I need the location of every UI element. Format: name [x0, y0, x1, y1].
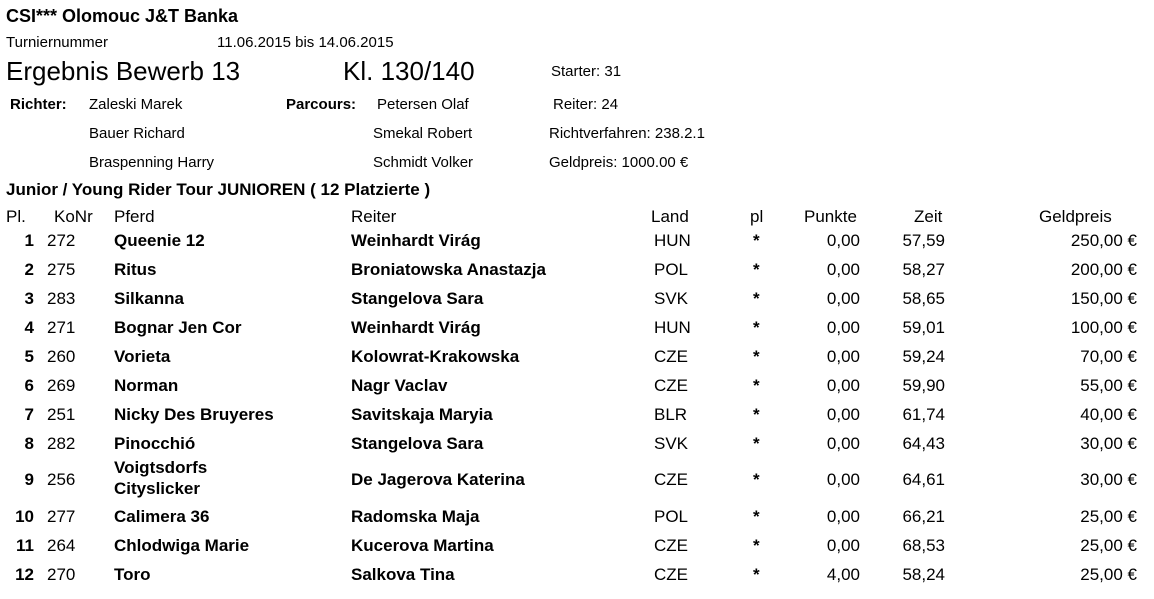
parcours-label: Parcours: [286, 96, 357, 113]
row-punkte: 0,00 [826, 507, 860, 526]
row-place: 11 [16, 536, 34, 555]
row-pferd: Chlodwiga Marie [114, 536, 250, 555]
event-dates: 11.06.2015 bis 14.06.2015 [217, 34, 394, 51]
row-geldpreis: 25,00 € [1080, 565, 1137, 584]
row-konr: 264 [47, 536, 76, 555]
row-konr: 272 [47, 231, 76, 250]
row-reiter: Stangelova Sara [351, 289, 484, 308]
row-zeit: 66,21 [902, 507, 945, 526]
row-punkte: 0,00 [826, 470, 860, 489]
row-punkte: 0,00 [826, 536, 860, 555]
row-mark: * [753, 536, 760, 555]
row-zeit: 58,24 [902, 565, 945, 584]
row-reiter: Weinhardt Virág [351, 231, 481, 250]
row-konr: 275 [47, 260, 76, 279]
row-geldpreis: 250,00 € [1070, 231, 1137, 250]
richter-3: Braspenning Harry [89, 154, 215, 171]
row-reiter: Weinhardt Virág [351, 318, 481, 337]
row-geldpreis: 200,00 € [1070, 260, 1137, 279]
row-konr: 277 [47, 507, 76, 526]
row-zeit: 59,24 [902, 347, 945, 366]
row-mark: * [753, 376, 760, 395]
row-geldpreis: 25,00 € [1080, 507, 1137, 526]
row-pferd: Queenie 12 [114, 231, 205, 250]
col-geld: Geldpreis [1039, 207, 1112, 226]
row-mark: * [753, 318, 760, 337]
row-place: 4 [24, 318, 34, 337]
row-geldpreis: 150,00 € [1070, 289, 1137, 308]
starter: Starter: 31 [551, 63, 622, 80]
row-mark: * [753, 507, 760, 526]
row-land: BLR [654, 405, 688, 424]
geldpreis-total: Geldpreis: 1000.00 € [549, 154, 689, 171]
row-pferd: Nicky Des Bruyeres [114, 405, 274, 424]
row-zeit: 64,61 [902, 470, 945, 489]
row-konr: 260 [47, 347, 76, 366]
row-land: SVK [654, 289, 689, 308]
row-place: 7 [24, 405, 34, 424]
row-land: POL [654, 507, 689, 526]
row-reiter: Broniatowska Anastazja [351, 260, 546, 279]
row-pferd: Silkanna [114, 289, 184, 308]
row-pferd: Pinocchió [114, 434, 196, 453]
row-place: 5 [24, 347, 34, 366]
turnier-label: Turniernummer [6, 34, 108, 51]
row-zeit: 68,53 [902, 536, 945, 555]
row-mark: * [753, 231, 760, 250]
row-pferd: Ritus [114, 260, 157, 279]
row-zeit: 57,59 [902, 231, 945, 250]
col-pl: Pl. [6, 207, 26, 226]
row-zeit: 59,01 [902, 318, 945, 337]
row-land: HUN [654, 231, 691, 250]
row-mark: * [753, 260, 760, 279]
row-geldpreis: 25,00 € [1080, 536, 1137, 555]
row-mark: * [753, 565, 760, 584]
row-mark: * [753, 289, 760, 308]
row-geldpreis: 30,00 € [1080, 470, 1137, 489]
row-zeit: 58,27 [902, 260, 945, 279]
row-konr: 282 [47, 434, 76, 453]
row-geldpreis: 100,00 € [1070, 318, 1137, 337]
row-reiter: Kolowrat-Krakowska [351, 347, 520, 366]
row-place: 6 [24, 376, 34, 395]
row-konr: 256 [47, 470, 76, 489]
row-punkte: 0,00 [826, 260, 860, 279]
row-reiter: Radomska Maja [351, 507, 480, 526]
row-punkte: 0,00 [826, 318, 860, 337]
row-place: 9 [24, 470, 34, 489]
section-title: Junior / Young Rider Tour JUNIOREN ( 12 Platzierte ) [6, 180, 431, 199]
row-geldpreis: 40,00 € [1080, 405, 1137, 424]
col-punkte: Punkte [804, 207, 857, 226]
row-place: 10 [15, 507, 34, 526]
row-konr: 283 [47, 289, 76, 308]
col-konr: KoNr [54, 207, 93, 226]
row-zeit: 64,43 [902, 434, 945, 453]
row-mark: * [753, 470, 760, 489]
row-punkte: 0,00 [826, 434, 860, 453]
row-zeit: 59,90 [902, 376, 945, 395]
row-mark: * [753, 434, 760, 453]
row-land: CZE [654, 376, 688, 395]
row-pferd: Bognar Jen Cor [114, 318, 242, 337]
row-place: 2 [24, 260, 34, 279]
row-place: 12 [15, 565, 34, 584]
row-pferd: Toro [114, 565, 151, 584]
col-pl2: pl [750, 207, 764, 226]
row-geldpreis: 70,00 € [1080, 347, 1137, 366]
row-reiter: Nagr Vaclav [351, 376, 448, 395]
richter-label: Richter: [10, 96, 67, 113]
richter-1: Zaleski Marek [89, 96, 183, 113]
reiter-count: Reiter: 24 [553, 96, 619, 113]
row-zeit: 61,74 [902, 405, 945, 424]
row-land: HUN [654, 318, 691, 337]
klasse: Kl. 130/140 [343, 56, 475, 86]
col-land: Land [651, 207, 689, 226]
row-reiter: Kucerova Martina [351, 536, 494, 555]
parcours-2: Smekal Robert [373, 125, 473, 142]
row-punkte: 0,00 [826, 376, 860, 395]
row-pferd-line2: Cityslicker [114, 479, 200, 498]
row-mark: * [753, 405, 760, 424]
row-pferd: Norman [114, 376, 179, 395]
parcours-3: Schmidt Volker [373, 154, 474, 171]
row-punkte: 0,00 [826, 405, 860, 424]
row-mark: * [753, 347, 760, 366]
row-land: CZE [654, 470, 688, 489]
row-reiter: Savitskaja Maryia [351, 405, 493, 424]
parcours-1: Petersen Olaf [377, 96, 469, 113]
row-geldpreis: 55,00 € [1080, 376, 1137, 395]
row-land: POL [654, 260, 689, 279]
richtverfahren: Richtverfahren: 238.2.1 [549, 125, 705, 142]
row-reiter: De Jagerova Katerina [351, 470, 525, 489]
col-reiter: Reiter [351, 207, 397, 226]
row-land: CZE [654, 536, 688, 555]
row-pferd [114, 458, 207, 499]
col-pferd: Pferd [114, 207, 155, 226]
ergebnis-title: Ergebnis Bewerb 13 [6, 56, 241, 86]
row-reiter: Salkova Tina [351, 565, 455, 584]
row-geldpreis: 30,00 € [1080, 434, 1137, 453]
row-zeit: 58,65 [902, 289, 945, 308]
row-konr: 271 [47, 318, 76, 337]
row-pferd-line1: Voigtsdorfs [114, 458, 208, 477]
row-konr: 269 [47, 376, 76, 395]
row-land: SVK [654, 434, 689, 453]
col-zeit: Zeit [914, 207, 943, 226]
row-punkte: 0,00 [826, 289, 860, 308]
row-place: 3 [24, 289, 34, 308]
row-place: 8 [24, 434, 34, 453]
row-punkte: 4,00 [826, 565, 860, 584]
row-pferd: Calimera 36 [114, 507, 210, 526]
row-punkte: 0,00 [826, 347, 860, 366]
richter-2: Bauer Richard [89, 125, 185, 142]
row-pferd: Vorieta [114, 347, 171, 366]
row-konr: 251 [47, 405, 76, 424]
row-konr: 270 [47, 565, 76, 584]
row-place: 1 [24, 231, 34, 250]
row-land: CZE [654, 347, 688, 366]
row-punkte: 0,00 [826, 231, 860, 250]
event-title: CSI*** Olomouc J&T Banka [6, 6, 239, 26]
row-reiter: Stangelova Sara [351, 434, 484, 453]
row-land: CZE [654, 565, 688, 584]
